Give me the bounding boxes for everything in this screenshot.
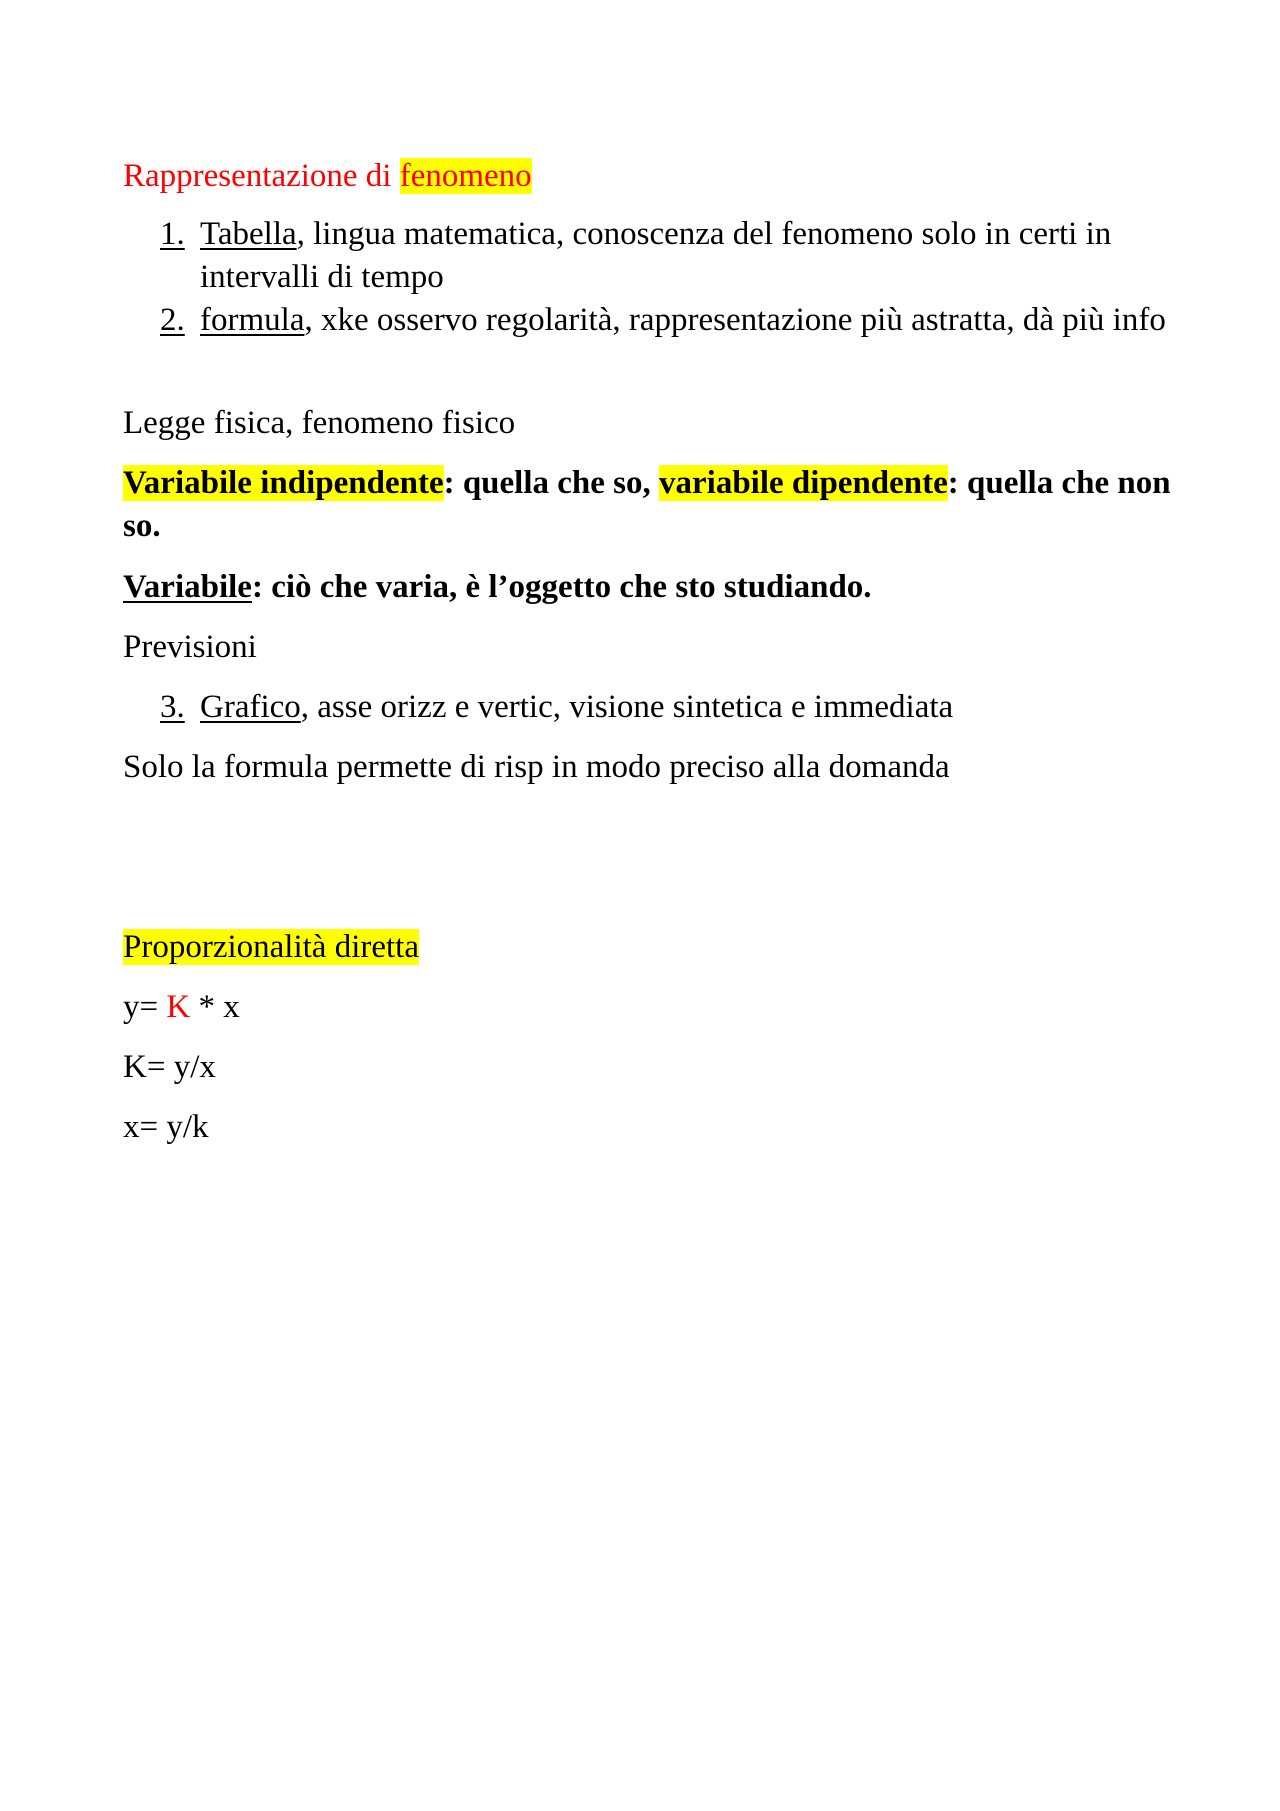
dependent-variable-term: variabile dipendente [659, 465, 948, 501]
list-text: , lingua matematica, conoscenza del fenomeno solo in certi in intervalli di tempo [200, 216, 1112, 295]
conclusion-line: Solo la formula permette di risp in modo preciso alla domanda [123, 749, 950, 785]
variable-definition [123, 566, 872, 609]
list-term: Grafico [200, 689, 301, 725]
formula-suffix: * x [190, 989, 240, 1025]
list-item-grafico [160, 686, 1180, 729]
forecasts-line: Previsioni [123, 629, 257, 665]
formula-x: x= y/k [123, 1109, 209, 1145]
list-text: , asse orizz e vertic, visione sintetica e immediata [300, 689, 954, 725]
independent-variable-term: Variabile indipendente [123, 465, 444, 501]
formula-k: K= y/x [123, 1049, 216, 1085]
list-term: Tabella [200, 216, 297, 252]
variable-text: : ciò che varia, è l’oggetto che sto studiando. [251, 569, 872, 605]
variable-term: Variabile [123, 569, 252, 605]
formula-y [123, 986, 240, 1029]
title-prefix: Rappresentazione di [123, 158, 400, 194]
list-term: formula [200, 302, 305, 338]
section2-title: Proporzionalità diretta [123, 929, 419, 965]
dependent-variable-definition: : quella che non so. [123, 465, 1171, 544]
section-title-rappresentazione [123, 155, 532, 198]
formula-prefix: y= [123, 989, 167, 1025]
list-number: 3. [160, 689, 185, 725]
list-item-formula [160, 299, 1180, 342]
variables-definition [123, 462, 1183, 548]
formula-constant: K [166, 989, 191, 1025]
independent-variable-definition: : quella che so, [443, 465, 660, 501]
list-text: , xke osservo regolarità, rappresentazione più astratta, dà più info [304, 302, 1166, 338]
law-line: Legge fisica, fenomeno fisico [123, 405, 516, 441]
list-number: 1. [160, 216, 185, 252]
title-highlight: fenomeno [399, 158, 532, 194]
list-item-tabella [160, 213, 1180, 299]
section-title-proporzionalita [123, 926, 419, 969]
list-number: 2. [160, 302, 185, 338]
